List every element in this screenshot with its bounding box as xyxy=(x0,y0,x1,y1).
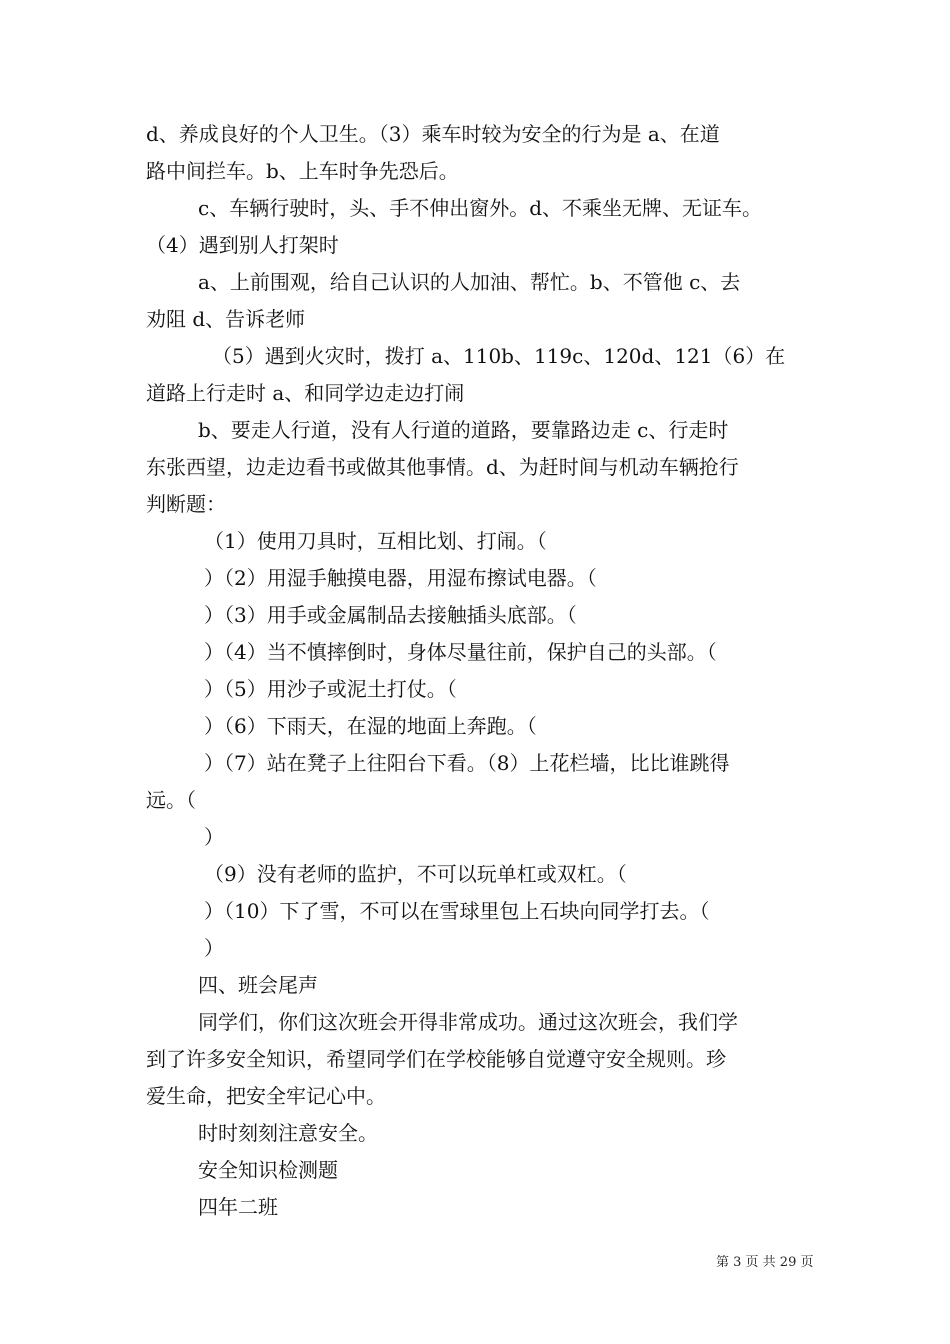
text-line: 爱生命，把安全牢记心中。 xyxy=(146,1084,386,1108)
text-line: c、车辆行驶时，头、手不伸出窗外。d、不乘坐无牌、无证车。 xyxy=(198,196,763,220)
text-line: 东张西望，边走边看书或做其他事情。d、为赶时间与机动车辆抢行 xyxy=(146,455,739,479)
text-line: ）（6）下雨天，在湿的地面上奔跑。（ xyxy=(204,714,537,738)
text-line: 道路上行走时 a、和同学边走边打闹 xyxy=(146,381,465,405)
text-line: ） xyxy=(204,825,224,849)
text-line: （9）没有老师的监护，不可以玩单杠或双杠。（ xyxy=(204,862,627,886)
text-line: 安全知识检测题 xyxy=(198,1158,338,1182)
text-line: 四年二班 xyxy=(198,1195,278,1219)
text-line: 远。（ xyxy=(146,788,196,812)
text-line: ）（5）用沙子或泥土打仗。（ xyxy=(204,677,457,701)
text-line: 时时刻刻注意安全。 xyxy=(198,1121,378,1145)
text-line: ） xyxy=(204,936,224,960)
text-line: a、上前围观，给自己认识的人加油、帮忙。b、不管他 c、去 xyxy=(198,270,741,294)
document-body xyxy=(146,116,816,1226)
text-line: 同学们，你们这次班会开得非常成功。通过这次班会，我们学 xyxy=(198,1010,738,1034)
text-line: （4）遇到别人打架时 xyxy=(146,233,339,257)
text-line: ）（2）用湿手触摸电器，用湿布擦试电器。（ xyxy=(204,566,597,590)
text-line: ）（4）当不慎摔倒时，身体尽量往前，保护自己的头部。（ xyxy=(204,640,717,664)
text-line: ）（7）站在凳子上往阳台下看。（8）上花栏墙，比比谁跳得 xyxy=(204,751,730,775)
text-line: （1）使用刀具时，互相比划、打闹。（ xyxy=(204,529,547,553)
page-number-footer: 第 3 页 共 29 页 xyxy=(716,1255,814,1270)
text-line: 到了许多安全知识，希望同学们在学校能够自觉遵守安全规则。珍 xyxy=(146,1047,726,1071)
text-line: ）（3）用手或金属制品去接触插头底部。（ xyxy=(204,603,577,627)
section-heading-judgement: 判断题： xyxy=(146,492,226,516)
text-line: （5）遇到火灾时，拨打 a、110b、119c、120d、121（6）在 xyxy=(212,344,786,368)
text-line: b、要走人行道，没有人行道的道路，要靠路边走 c、行走时 xyxy=(198,418,729,442)
text-line: 劝阻 d、告诉老师 xyxy=(146,307,306,331)
section-heading-closing: 四、班会尾声 xyxy=(198,973,318,997)
text-line: ）（10）下了雪，不可以在雪球里包上石块向同学打去。（ xyxy=(204,899,710,923)
text-line: d、养成良好的个人卫生。（3）乘车时较为安全的行为是 a、在道 xyxy=(146,122,720,146)
text-line: 路中间拦车。b、上车时争先恐后。 xyxy=(146,159,459,183)
